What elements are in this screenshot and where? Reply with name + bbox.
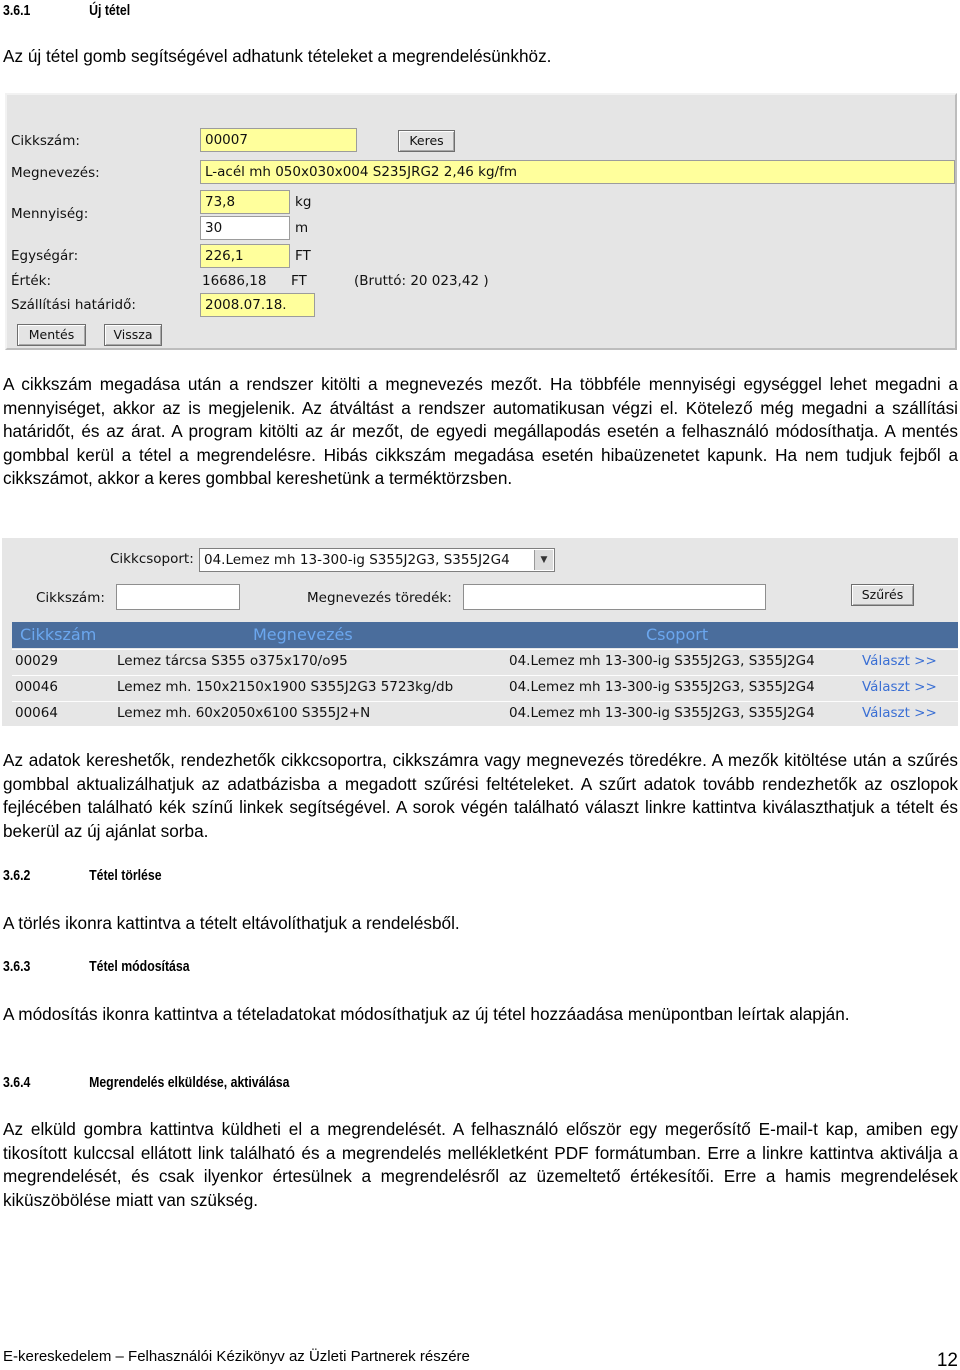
cikkcsoport-select[interactable] <box>199 548 555 572</box>
valaszt-link[interactable]: Választ >> <box>862 653 937 669</box>
ertek-label: Érték: <box>11 273 52 289</box>
mennyiseg-m-field[interactable]: 30 <box>200 216 290 240</box>
page-footer <box>3 1348 958 1370</box>
section-title: Tétel módosítása <box>89 958 190 975</box>
row-cikkszam: 00046 <box>15 679 58 695</box>
mennyiseg-kg-field[interactable]: 73,8 <box>200 190 290 214</box>
megnevezes-field[interactable]: L-acél mh 050x030x004 S235JRG2 2,46 kg/fm <box>200 160 955 184</box>
section-heading-3-6-2 <box>3 867 162 884</box>
unit-ft: FT <box>295 248 311 264</box>
table-row <box>12 701 958 726</box>
megnevezes-label: Megnevezés: <box>11 165 100 181</box>
sort-link-cikkszam[interactable]: Cikkszám <box>20 625 97 644</box>
row-megnevezes: Lemez tárcsa S355 o375x170/o95 <box>117 653 348 669</box>
toredek-input[interactable] <box>463 584 766 610</box>
send-paragraph: Az elküld gombra kattintva küldheti el a megrendelését. A felhasználó először egy megerősítő E-mail-t kap, amiben egy tikosított kulccsal ellátott link található és a megrendelés mellékletként PDF formátumban. Erre a linkre kattintva aktiválja a megrendelését, és csak ilyenkor értesülnek a megrendelésről az üzemeltető értékesítői. Erre a hamis megrendelések kiküszöbölése miatt van szükség. <box>3 1119 958 1210</box>
delete-paragraph: A törlés ikonra kattintva a tételt eltávolíthatjuk a rendelésből. <box>3 913 460 933</box>
valaszt-link[interactable]: Választ >> <box>862 679 937 695</box>
mennyiseg-label: Mennyiség: <box>11 206 89 222</box>
after-search-paragraph: Az adatok kereshetők, rendezhetők cikkcsoportra, cikkszámra vagy megnevezés töredékre. A mezők kitöltése után a szűrés gombbal aktualizálhatjuk az adatbázisba a megadott szűrési feltételeket. A szűrt adatok tovább rendezhetők az oszlopok fejlécében található kék színű linkek segítségével. A sorok végén található választ linkre kattintva kiválaszthatjuk a tételt és bekerül az új ajánlat sorba. <box>3 750 958 841</box>
sort-link-csoport[interactable]: Csoport <box>646 625 709 644</box>
search-cikkszam-label: Cikkszám: <box>36 590 105 606</box>
section-title: Megrendelés elküldése, aktiválása <box>89 1074 290 1091</box>
unit-m: m <box>295 220 309 236</box>
table-row <box>12 649 958 674</box>
section-number: 3.6.1 <box>3 2 31 19</box>
section-heading-3-6-3 <box>3 958 190 975</box>
after-form-paragraph: A cikkszám megadása után a rendszer kitölti a megnevezés mezőt. Ha többféle mennyiségi egységgel lehet megadni a mennyiséget, akkor az is megjelenik. Az átváltást a rendszer automatikusan végzi el. Kötelező még megadni a szállítási határidőt, és az árat. A program kitölti az ár mezőt, de egyedi megállapodás esetén a felhasználó módosíthatja. A mentés gombbal kerül a tétel a megrendelésre. Hibás cikkszám megadása esetén hibaüzenetet kapunk. Ha nem tudjuk fejből a cikkszámot, akkor a keres gombbal kereshetünk a terméktörzsben. <box>3 374 958 488</box>
valaszt-link[interactable]: Választ >> <box>862 705 937 721</box>
section-title: Új tétel <box>89 2 131 19</box>
section-number: 3.6.3 <box>3 958 31 975</box>
cikkcsoport-label: Cikkcsoport: <box>110 551 194 567</box>
section-heading-3-6-4 <box>3 1074 289 1091</box>
sort-link-megnevezes[interactable]: Megnevezés <box>253 625 353 644</box>
row-cikkszam: 00029 <box>15 653 58 669</box>
row-megnevezes: Lemez mh. 60x2050x6100 S355J2+N <box>117 705 371 721</box>
row-cikkszam: 00064 <box>15 705 58 721</box>
modify-paragraph: A módosítás ikonra kattintva a tételadatokat módosíthatjuk az új tétel hozzáadása menüpontban leírtak alapján. <box>3 1004 850 1024</box>
new-item-form <box>5 93 957 350</box>
section-number: 3.6.4 <box>3 1074 31 1091</box>
chevron-down-icon[interactable]: ▼ <box>534 550 553 570</box>
search-cikkszam-input[interactable] <box>116 584 240 610</box>
intro-paragraph: Az új tétel gomb segítségével adhatunk tételeket a megrendelésünkhöz. <box>3 46 552 66</box>
section-title: Tétel törlése <box>89 867 162 884</box>
row-csoport: 04.Lemez mh 13-300-ig S355J2G3, S355J2G4 <box>509 705 815 721</box>
ertek-value: 16686,18 <box>202 273 267 289</box>
cikkszam-field[interactable]: 00007 <box>200 128 357 152</box>
footer-text: E-kereskedelem – Felhasználói Kézikönyv az Üzleti Partnerek részére <box>3 1348 470 1365</box>
egysegar-label: Egységár: <box>11 248 79 264</box>
vissza-button[interactable]: Vissza <box>104 324 162 346</box>
szures-button[interactable]: Szűrés <box>851 584 914 606</box>
cikkszam-label: Cikkszám: <box>11 133 80 149</box>
row-csoport: 04.Lemez mh 13-300-ig S355J2G3, S355J2G4 <box>509 679 815 695</box>
row-megnevezes: Lemez mh. 150x2150x1900 S355J2G3 5723kg/db <box>117 679 454 695</box>
szallitasi-field[interactable]: 2008.07.18. <box>200 293 315 317</box>
row-csoport: 04.Lemez mh 13-300-ig S355J2G3, S355J2G4 <box>509 653 815 669</box>
egysegar-field[interactable]: 226,1 <box>200 244 290 268</box>
toredek-label: Megnevezés töredék: <box>307 590 452 606</box>
unit-ft-ertek: FT <box>291 273 307 289</box>
unit-kg: kg <box>295 194 312 210</box>
table-row <box>12 675 958 700</box>
product-search-panel <box>2 538 958 726</box>
mentes-button[interactable]: Mentés <box>17 324 86 346</box>
results-header <box>12 622 958 648</box>
section-number: 3.6.2 <box>3 867 31 884</box>
cikkcsoport-selected-value: 04.Lemez mh 13-300-ig S355J2G3, S355J2G4 <box>204 552 510 568</box>
szallitasi-label: Szállítási határidő: <box>11 297 136 313</box>
section-heading-3-6-1 <box>3 2 130 19</box>
brutto-value: (Bruttó: 20 023,42 ) <box>354 273 489 289</box>
keres-button[interactable]: Keres <box>398 130 455 152</box>
page-number: 12 <box>936 1350 958 1370</box>
